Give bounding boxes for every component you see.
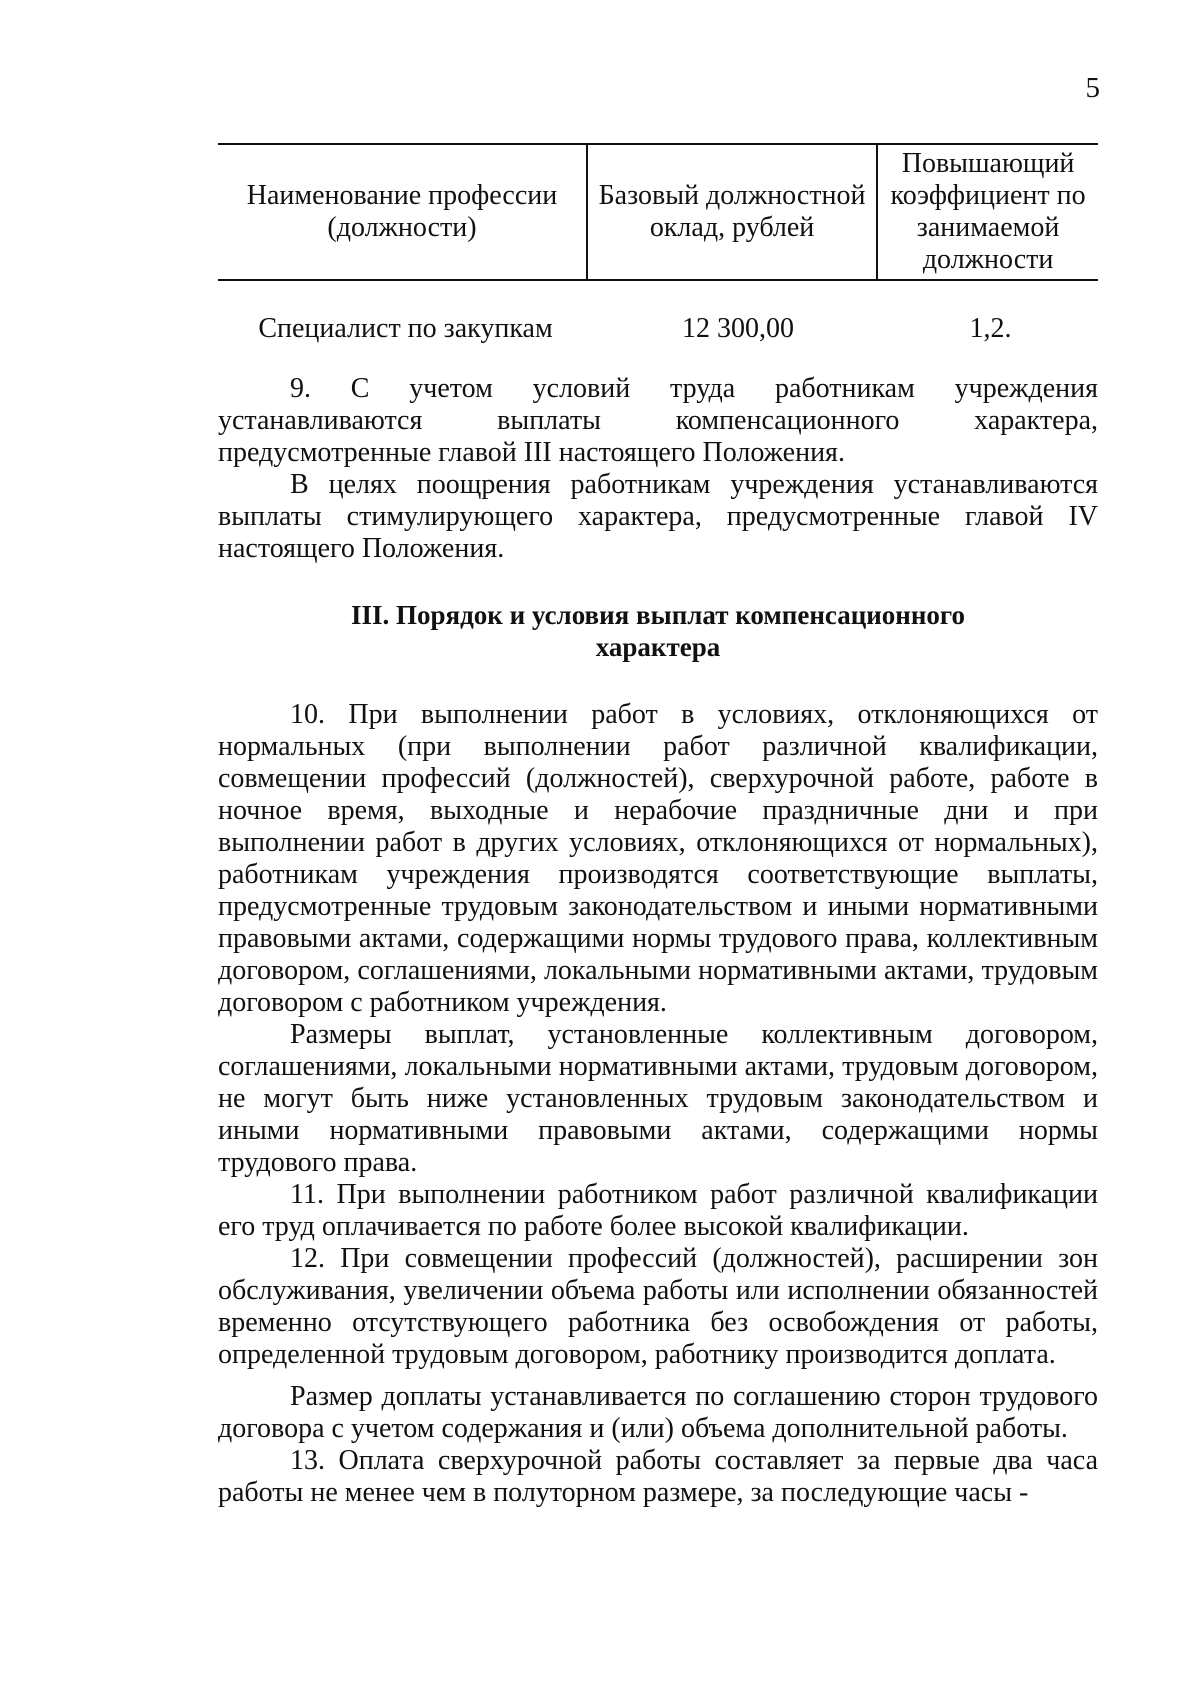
section-heading [218,599,1098,663]
paragraph-13: 13. Оплата сверхурочной работы составляет за первые два часа работы не менее чем в полуторном размере, за последующие часы - [218,1445,1098,1508]
paragraph-10-sizes: Размеры выплат, установленные коллективным договором, соглашениями, локальными нормативными актами, трудовым договором, не могут быть ниже установленных трудовым законодательством и иными нормативными правовыми актами, содержащими нормы трудового права. [218,1019,1098,1178]
paragraph-9: 9. С учетом условий труда работникам учреждения устанавливаются выплаты компенсационного характера, предусмотренные главой III настоящего Положения. [218,373,1098,468]
cell-coefficient: 1,2. [969,313,1012,344]
paragraph-9-incentive: В целях поощрения работникам учреждения устанавливаются выплаты стимулирующего характера, предусмотренные главой IV настоящего Положения. [218,469,1098,564]
table-row [218,313,1098,345]
header-base-salary: Базовый должностной оклад, рублей [587,144,877,280]
salary-table [218,143,1098,281]
salary-table-header-row [218,144,1098,280]
paragraph-10: 10. При выполнении работ в условиях, отклоняющихся от нормальных (при выполнении работ различной квалификации, совмещении профессий (должностей), сверхурочной работе, работе в ночное время, выходные и нерабочие праздничные дни и при выполнении работ в других условиях, отклоняющихся от нормальных), работникам учреждения производятся соответствующие выплаты, предусмотренные трудовым законодательством и иными нормативными правовыми актами, содержащими нормы трудового права, коллективным договором, соглашениями, локальными нормативными актами, трудовым договором с работником учреждения. [218,699,1098,1018]
paragraph-12: 12. При совмещении профессий (должностей), расширении зон обслуживания, увеличении объема работы или исполнении обязанностей временно отсутствующего работника без освобождения от работы, определенной трудовым договором, работнику производится доплата. [218,1243,1098,1370]
document-body [218,143,1098,1509]
page-number: 5 [1085,72,1100,104]
header-profession: Наименование профессии (должности) [246,180,558,243]
paragraph-11: 11. При выполнении работником работ различной квалификации его труд оплачивается по работе более высокой квалификации. [218,1179,1098,1242]
cell-profession: Специалист по закупкам [258,313,553,344]
section-heading-line-1: III. Порядок и условия выплат компенсационного [350,600,966,630]
section-heading-line-2: характера [595,632,721,662]
cell-base-salary: 12 300,00 [682,313,794,344]
paragraph-12-amount: Размер доплаты устанавливается по соглашению сторон трудового договора с учетом содержания и (или) объема дополнительной работы. [218,1381,1098,1444]
header-coefficient: Повышающий коэффициент по занимаемой должности [877,144,1098,280]
